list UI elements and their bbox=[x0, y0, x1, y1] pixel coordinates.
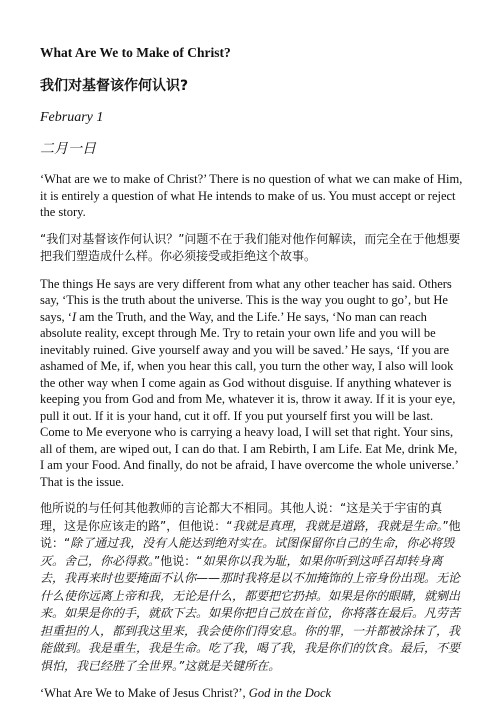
paragraph-2-chinese bbox=[40, 500, 464, 675]
paragraph-2-chinese-part-e: ”他说：“ bbox=[154, 553, 203, 568]
paragraph-2-chinese-quote-2: 除了通过我，没有人能达到绝对实在。试图保留你自己的生命，你必将毁灭。舍己，你必得救。 bbox=[40, 536, 455, 568]
title-english: What Are We to Make of Christ? bbox=[40, 45, 231, 60]
date-chinese: 二月一日 bbox=[40, 141, 96, 157]
document-page bbox=[40, 44, 464, 702]
source-citation bbox=[40, 685, 464, 702]
title-chinese: 我们对基督该作何认识? bbox=[40, 78, 189, 94]
paragraph-1-chinese: “我们对基督该作何认识？”问题不在于我们能对他作何解读，而完全在于他想要把我们塑造成什么样。你必须接受或拒绝这个故事。 bbox=[40, 231, 461, 263]
paragraph-2-chinese-quote-3: 如果你以我为耻，如果你听到这呼召却转身离去，我再来时也要掩面不认你——那时我将是以不加掩饰的上帝身份出现。无论什么使你远离上帝和我，无论是什么，都要把它扔掉。如果是你的眼睛，就剜出来。如果是你的手，就砍下去。如果你把自己放在首位，你将落在最后。凡劳苦担重担的人，都到我这里来，我会使你们得安息。你的罪，一并都被涂抹了，我能做到。我是重生，我是生命。吃了我，喝了我，我是你们的饮食。最后，不要惧怕，我已经胜了全世界。 bbox=[40, 553, 461, 673]
source-book-title: God in the Dock bbox=[248, 686, 332, 700]
paragraph-2-english bbox=[40, 276, 464, 491]
paragraph-2-chinese-part-a: 他所说的与任何其他教师的言论都大不相同。其他人说：“这是关于宇宙的真理，这是你应该走的路”，但他说：“ bbox=[40, 501, 443, 533]
source-essay-title: ‘What Are We to Make of Jesus Christ?’, bbox=[40, 686, 249, 700]
paragraph-2-english-italic-i: I bbox=[71, 309, 77, 324]
paragraph-2-chinese-quote-1: 我就是真理，我就是道路，我就是生命。 bbox=[232, 518, 443, 533]
paragraph-2-chinese-part-g: ”这就是关键所在。 bbox=[178, 658, 281, 673]
paragraph-1-english: ‘What are we to make of Christ?’ There is no question of what we can make of Him, it is entirely a question of what He intends to make of us. You must accept or reject the story. bbox=[40, 172, 463, 219]
date-english: February 1 bbox=[40, 110, 104, 125]
paragraph-2-english-part-c: am the Truth, and the Way, and the Life.’ He says, ‘No man can reach absolute reality, except through Me. Try to retain your own life and you will be inevitably ruined. Give yourself away and you will be saved.’ He says, ‘If you are ashamed of Me, if, when you hear this call, you turn the other way, I also will look the other way when I come again as God without disguise. If anything whatever is keeping you from God and from Me, whatever it is, throw it away. If it is your eye, pull it out. If it is your hand, cut it off. If you put yourself first you will be last. Come to Me everyone who is carrying a heavy load, I will set that right. Your sins, all of them, are wiped out, I can do that. I am Rebirth, I am Life. Eat Me, drink Me, I am your Food. And finally, do not be afraid, I have overcome the whole universe.’ That is the issue. bbox=[40, 309, 458, 489]
paragraph-2-chinese-part-c: ”他说：“ bbox=[40, 518, 461, 550]
paragraph-2-english-part-a: The things He says are very different from what any other teacher has said. Others say, ‘This is the truth about the universe. This is the way you ought to go’, but He says, ‘ bbox=[40, 276, 452, 324]
